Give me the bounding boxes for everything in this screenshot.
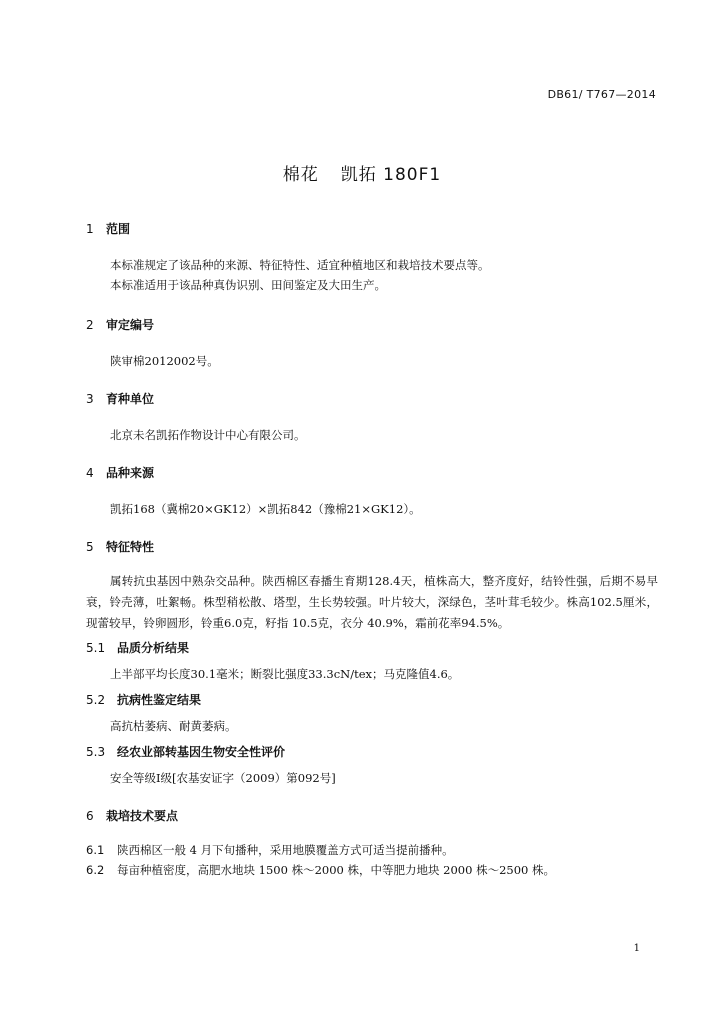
- section-6-2-item: 6.2 每亩种植密度，高肥水地块 1500 株～2000 株，中等肥力地块 2000 株～2500 株。: [86, 863, 555, 877]
- section-4-paragraph: 凯拓168（冀棉20×GK12）×凯拓842（豫棉21×GK12）。: [110, 502, 421, 516]
- section-3-paragraph: 北京未名凯拓作物设计中心有限公司。: [110, 428, 306, 442]
- section-5-heading: 5 特征特性: [86, 540, 155, 554]
- section-1-paragraph-1: 本标准规定了该品种的来源、特征特性、适宜种植地区和栽培技术要点等。: [110, 258, 490, 272]
- section-5-1-heading: 5.1 品质分析结果: [86, 641, 190, 655]
- title-variety: 凯拓 180F1: [340, 165, 442, 185]
- title-crop: 棉花: [282, 165, 319, 185]
- section-5-2-paragraph: 高抗枯萎病、耐黄萎病。: [110, 719, 237, 733]
- document-code: DB61/ T767—2014: [547, 88, 656, 101]
- section-5-3-paragraph: 安全等级Ⅰ级[农基安证字（2009）第092号]: [110, 771, 336, 785]
- section-5-2-heading: 5.2 抗病性鉴定结果: [86, 693, 202, 707]
- section-1-heading: 1 范围: [86, 222, 131, 236]
- section-2-paragraph: 陕审棉2012002号。: [110, 354, 219, 368]
- section-6-1-item: 6.1 陕西棉区一般 4 月下旬播种，采用地膜覆盖方式可适当提前播种。: [86, 843, 454, 857]
- document-body: [86, 221, 658, 880]
- section-5-1-paragraph: 上半部平均长度30.1毫米；断裂比强度33.3cN/tex；马克隆值4.6。: [110, 667, 460, 681]
- section-3-heading: 3 育种单位: [86, 392, 155, 406]
- section-5-3-heading: 5.3 经农业部转基因生物安全性评价: [86, 745, 286, 759]
- section-4-heading: 4 品种来源: [86, 466, 155, 480]
- section-5-paragraph: 属转抗虫基因中熟杂交品种。陕西棉区春播生育期128.4天，植株高大，整齐度好，结铃性强，后期不易早衰，铃壳薄，吐絮畅。株型稍松散、塔型，生长势较强。叶片较大，深绿色，茎叶茸毛较少。株高102.5厘米，现蕾较早，铃卵圆形，铃重6.0克，籽指 10.5克，衣分 40.9%，霜前花率94.5%。: [86, 574, 658, 630]
- page-number: 1: [633, 943, 640, 954]
- section-1-paragraph-2: 本标准适用于该品种真伪识别、田间鉴定及大田生产。: [110, 278, 386, 292]
- section-2-heading: 2 审定编号: [86, 318, 155, 332]
- document-title: [0, 160, 724, 185]
- section-6-heading: 6 栽培技术要点: [86, 809, 179, 823]
